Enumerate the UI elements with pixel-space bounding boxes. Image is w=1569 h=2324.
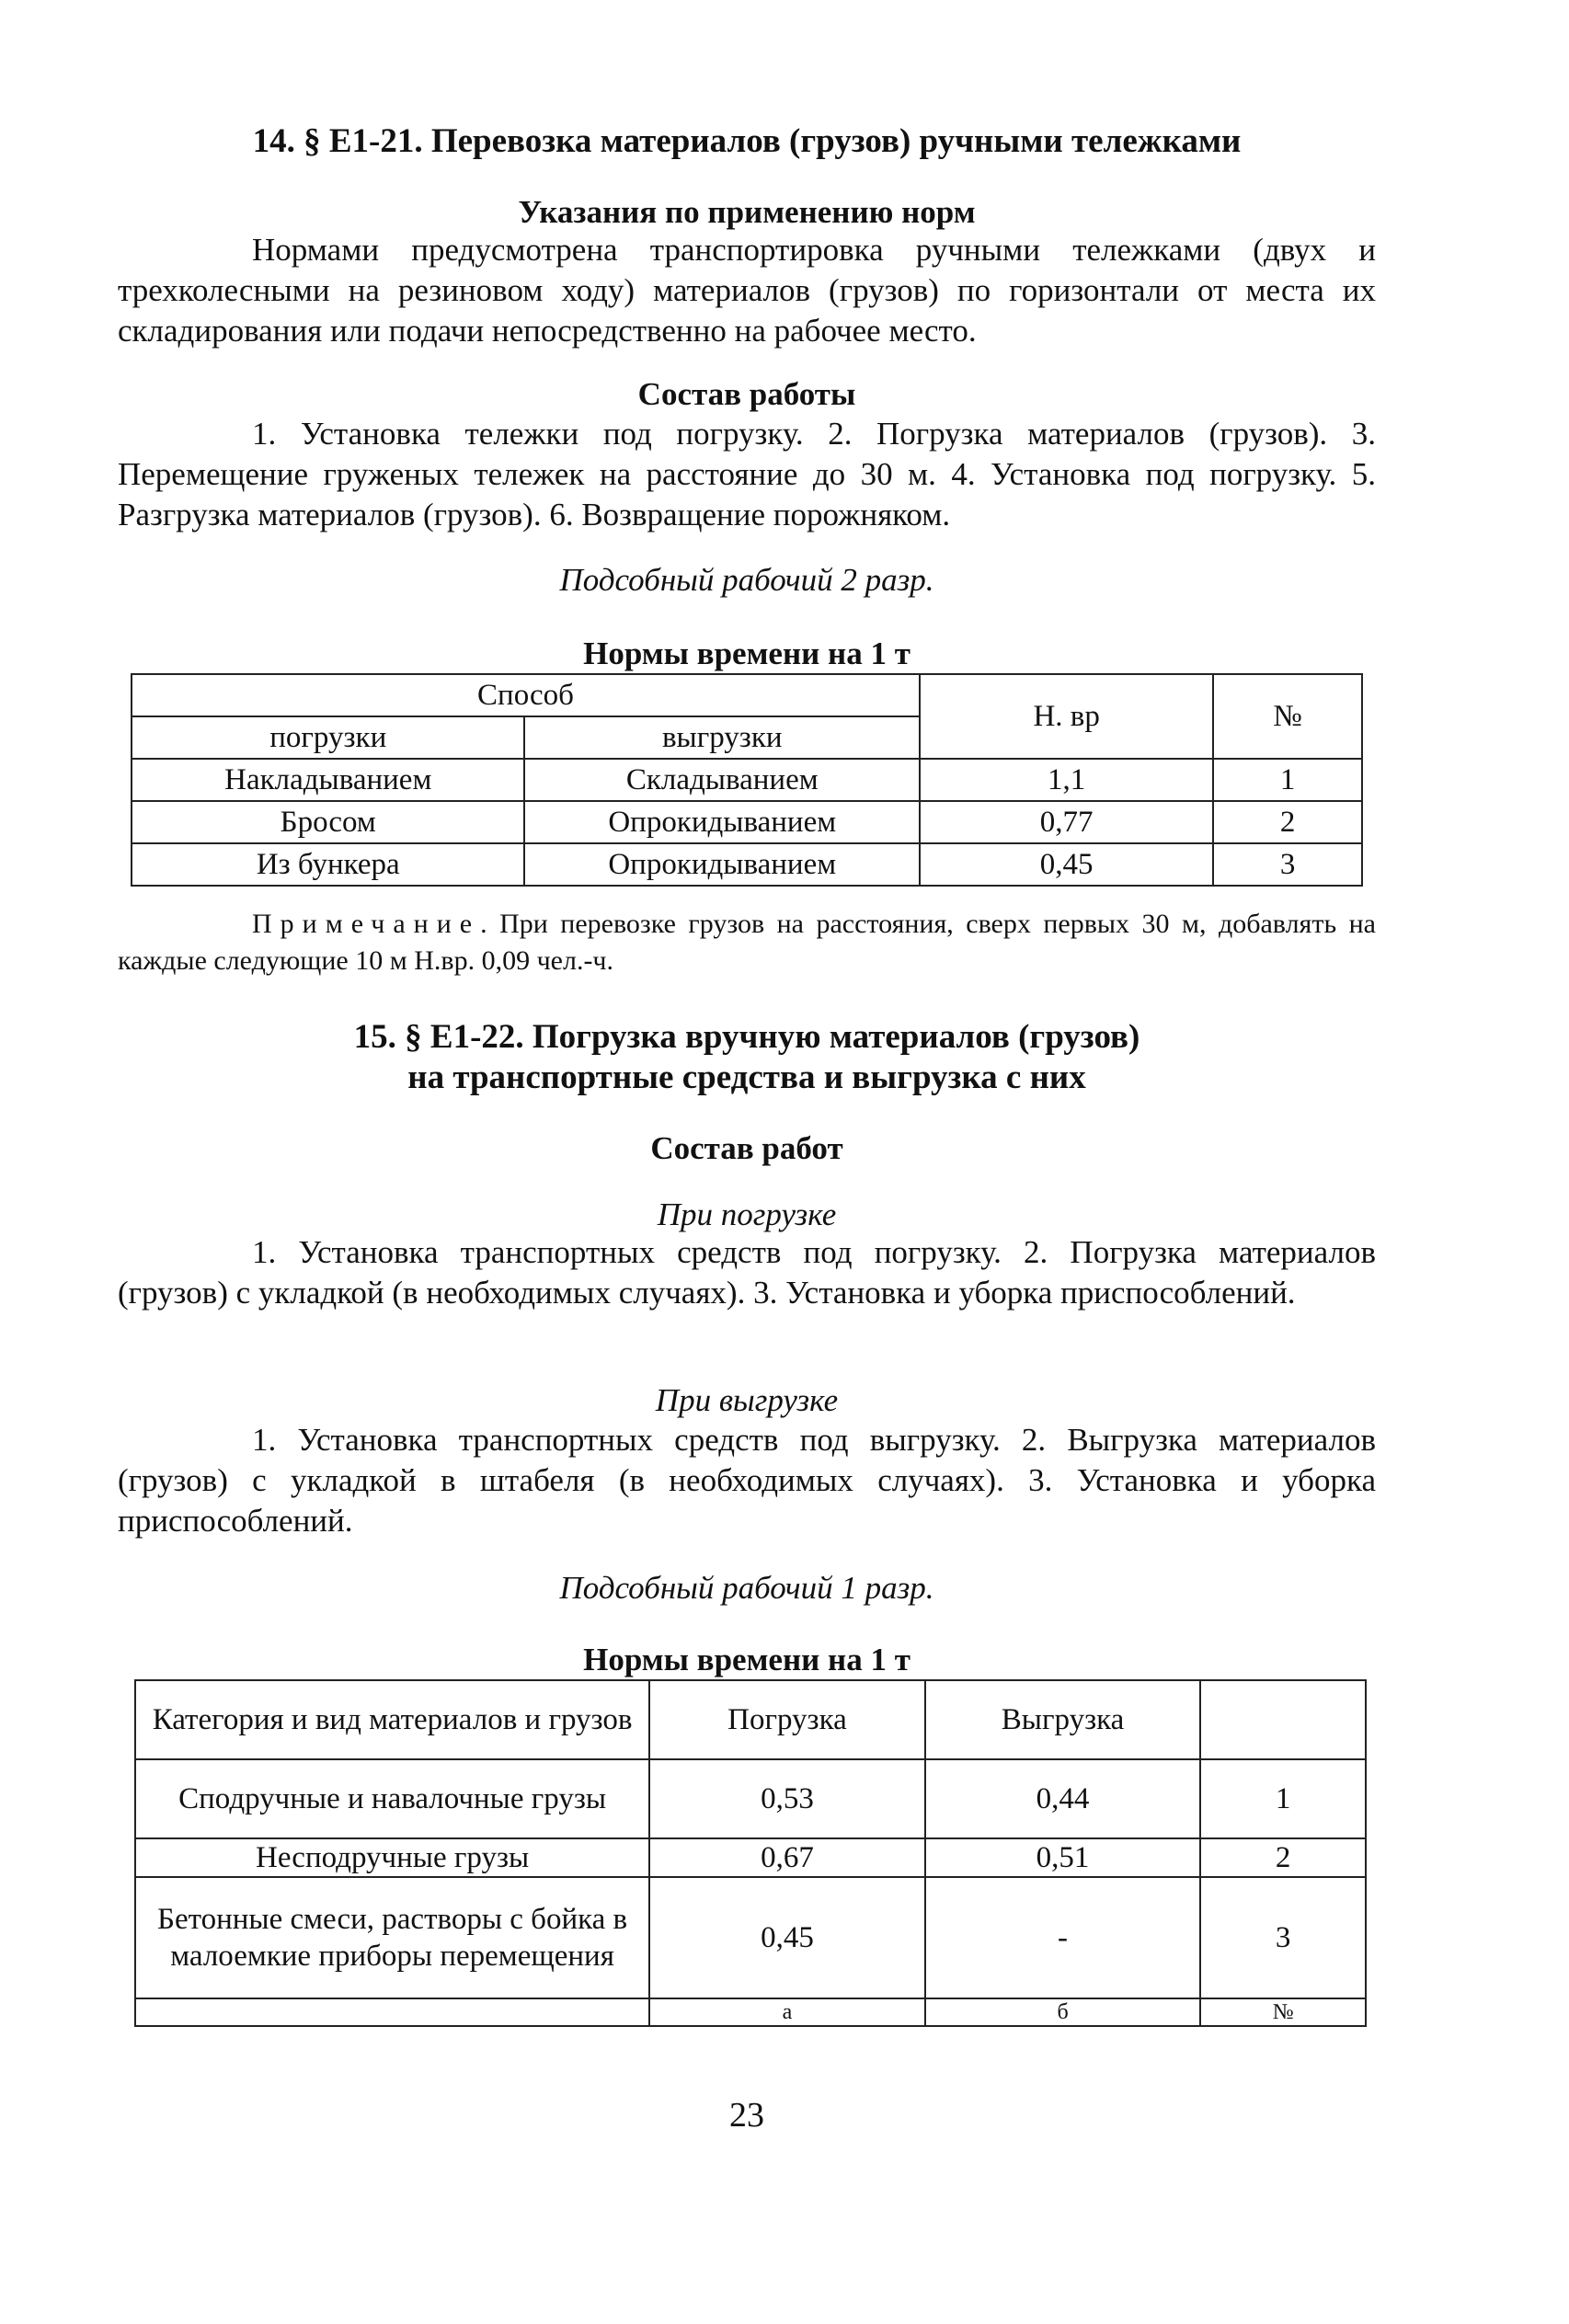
unloading-paragraph xyxy=(118,1420,1376,1541)
num-header xyxy=(1200,1680,1366,1759)
loading-header: погрузки xyxy=(132,716,524,759)
footer-num-cell: № xyxy=(1200,1998,1366,2026)
loading-cell: Бросом xyxy=(132,801,524,843)
loading-text: 1. Установка транспортных средств под погрузку. 2. Погрузка материалов (грузов) с укладкой (в необходимых случаях). 3. Установка и уборка приспособлений. xyxy=(118,1234,1376,1311)
loading-paragraph xyxy=(118,1232,1376,1313)
note-14 xyxy=(118,906,1376,979)
loading-cell: Накладыванием xyxy=(132,759,524,801)
unloading-header: Выгрузка xyxy=(925,1680,1201,1759)
guidelines-paragraph xyxy=(118,230,1376,351)
norm-cell: 1,1 xyxy=(920,759,1213,801)
norm-cell: 0,45 xyxy=(920,843,1213,886)
num-header: № xyxy=(1213,674,1362,759)
footer-loading-cell: а xyxy=(649,1998,925,2026)
norm-header: Н. вр xyxy=(920,674,1213,759)
note-text: . При перевозке грузов на расстояния, сверх первых 30 м, добавлять на каждые следующие 10 м Н.вр. 0,09 чел.-ч. xyxy=(118,909,1376,976)
num-cell: 2 xyxy=(1213,801,1362,843)
page-number: 23 xyxy=(729,2096,764,2135)
document-page xyxy=(118,0,1376,2324)
table-row xyxy=(135,1759,1366,1838)
unloading-cell: Складыванием xyxy=(524,759,920,801)
unloading-cell: Опрокидыванием xyxy=(524,843,920,886)
norms-table-15 xyxy=(134,1679,1367,2027)
worker-grade-15: Подсобный рабочий 1 разр. xyxy=(559,1570,934,1606)
loading-cell: 0,53 xyxy=(649,1759,925,1838)
work-heading-14: Состав работы xyxy=(637,376,856,412)
num-cell: 1 xyxy=(1213,759,1362,801)
table-header-row xyxy=(135,1680,1366,1759)
unloading-cell: 0,51 xyxy=(925,1838,1201,1877)
num-cell: 2 xyxy=(1200,1838,1366,1877)
loading-cell: 0,67 xyxy=(649,1838,925,1877)
unloading-heading: При выгрузке xyxy=(655,1382,839,1418)
section-15-title-line-1: 15. § Е1-22. Погрузка вручную материалов (грузов) xyxy=(353,1018,1140,1056)
unloading-header: выгрузки xyxy=(524,716,920,759)
loading-cell: Из бункера xyxy=(132,843,524,886)
norms-table-14 xyxy=(131,673,1363,887)
loading-cell: 0,45 xyxy=(649,1877,925,1998)
table-row xyxy=(132,759,1362,801)
table-row xyxy=(132,843,1362,886)
unloading-cell: 0,44 xyxy=(925,1759,1201,1838)
guidelines-text: Нормами предусмотрена транспортировка ручными тележками (двух и трехколесными на резиновом ходу) материалов (грузов) по горизонтали от места их складирования или подачи непосредственно на рабочее место. xyxy=(118,232,1376,349)
table-row xyxy=(132,801,1362,843)
worker-grade-14: Подсобный рабочий 2 разр. xyxy=(559,562,934,598)
table-row xyxy=(135,1838,1366,1877)
num-cell: 3 xyxy=(1213,843,1362,886)
guidelines-heading: Указания по применению норм xyxy=(518,194,976,230)
table-row xyxy=(135,1877,1366,1998)
category-cell: Бетонные смеси, растворы с бойка в малоемкие приборы перемещения xyxy=(135,1877,649,1998)
num-cell: 1 xyxy=(1200,1759,1366,1838)
table-15-title: Нормы времени на 1 т xyxy=(583,1642,910,1677)
category-cell: Несподручные грузы xyxy=(135,1838,649,1877)
category-cell: Сподручные и навалочные грузы xyxy=(135,1759,649,1838)
unloading-cell: - xyxy=(925,1877,1201,1998)
section-15-title-line-2: на транспортные средства и выгрузка с них xyxy=(407,1059,1086,1096)
note-label: Примечание xyxy=(252,909,481,939)
num-cell: 3 xyxy=(1200,1877,1366,1998)
work-paragraph-14 xyxy=(118,414,1376,535)
loading-header: Погрузка xyxy=(649,1680,925,1759)
table-14-title: Нормы времени на 1 т xyxy=(583,635,910,671)
table-footer-row xyxy=(135,1998,1366,2026)
section-14-title: 14. § Е1-21. Перевозка материалов (грузов) ручными тележками xyxy=(252,122,1242,160)
norm-cell: 0,77 xyxy=(920,801,1213,843)
work-heading-15: Состав работ xyxy=(650,1130,843,1166)
unloading-cell: Опрокидыванием xyxy=(524,801,920,843)
category-header: Категория и вид материалов и грузов xyxy=(135,1680,649,1759)
loading-heading: При погрузке xyxy=(657,1196,837,1232)
method-header: Способ xyxy=(132,674,920,716)
unloading-text: 1. Установка транспортных средств под выгрузку. 2. Выгрузка материалов (грузов) с укладкой в штабеля (в необходимых случаях). 3. Установка и уборка приспособлений. xyxy=(118,1422,1376,1539)
footer-unloading-cell: б xyxy=(925,1998,1201,2026)
footer-category-cell xyxy=(135,1998,649,2026)
table-header-row xyxy=(132,674,1362,716)
work-text-14: 1. Установка тележки под погрузку. 2. Погрузка материалов (грузов). 3. Перемещение груженых тележек на расстояние до 30 м. 4. Установка под погрузку. 5. Разгрузка материалов (грузов). 6. Возвращение порожняком. xyxy=(118,416,1376,532)
